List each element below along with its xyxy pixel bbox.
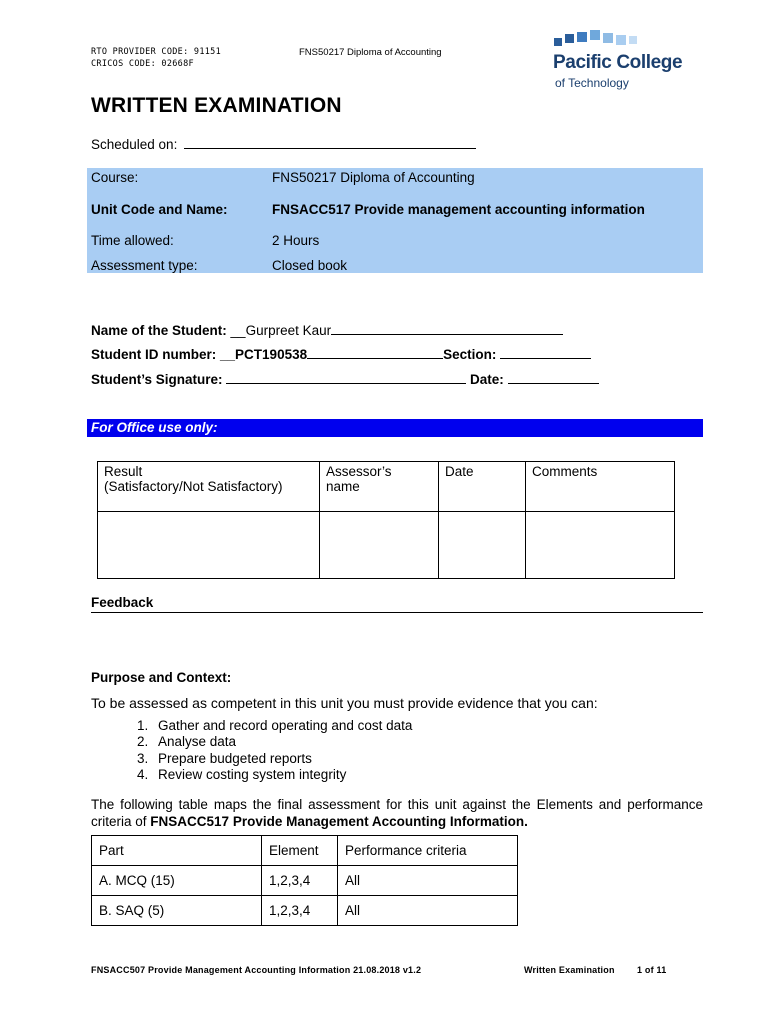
assessment-info-box xyxy=(87,168,703,273)
date-label: Date: xyxy=(470,372,504,387)
student-name-value: Gurpreet Kaur xyxy=(245,323,332,338)
student-name-row xyxy=(91,323,563,338)
student-name-field[interactable]: __Gurpreet Kaur xyxy=(231,323,564,338)
element-header: Element xyxy=(262,836,338,866)
office-use-bar: For Office use only: xyxy=(87,419,703,437)
table-row xyxy=(92,896,518,926)
date-header: Date xyxy=(439,462,526,512)
assessor-header: Assessor’s name xyxy=(320,462,439,512)
part-cell: A. MCQ (15) xyxy=(92,866,262,896)
scheduled-field[interactable] xyxy=(184,137,476,149)
footer-section: Written Examination xyxy=(524,965,615,975)
time-value: 2 Hours xyxy=(272,233,320,248)
page-title: WRITTEN EXAMINATION xyxy=(91,94,342,117)
student-name-label: Name of the Student: xyxy=(91,323,227,338)
footer-page-number: 1 of 11 xyxy=(637,965,667,975)
purpose-heading: Purpose and Context: xyxy=(91,670,232,685)
section-label: Section: xyxy=(443,347,497,362)
list-item: 2. Analyse data xyxy=(137,734,237,750)
list-item: 3. Prepare budgeted reports xyxy=(137,750,312,766)
part-cell: B. SAQ (5) xyxy=(92,896,262,926)
scheduled-row xyxy=(91,137,476,152)
student-id-row xyxy=(91,347,591,362)
unit-value: FNSACC517 Provide management accounting information xyxy=(272,202,645,217)
table-row xyxy=(92,836,518,866)
table-row xyxy=(92,866,518,896)
unit-label: Unit Code and Name: xyxy=(91,202,228,217)
element-cell: 1,2,3,4 xyxy=(262,866,338,896)
criteria-cell: All xyxy=(338,896,518,926)
comments-cell[interactable] xyxy=(526,512,675,579)
type-value: Closed book xyxy=(272,258,348,273)
unit-name-bold: FNSACC517 Provide Management Accounting Information. xyxy=(150,813,528,829)
office-result-table xyxy=(97,461,675,579)
rto-code: RTO PROVIDER CODE: 91151 xyxy=(91,47,222,57)
element-cell: 1,2,3,4 xyxy=(262,896,338,926)
criteria-header: Performance criteria xyxy=(338,836,518,866)
student-id-value: PCT190538 xyxy=(235,347,308,362)
feedback-heading: Feedback xyxy=(91,595,703,613)
cricos-code: CRICOS CODE: 02668F xyxy=(91,59,194,69)
type-label: Assessment type: xyxy=(91,258,198,273)
section-field[interactable] xyxy=(500,347,591,359)
purpose-intro: To be assessed as competent in this unit you must provide evidence that you can: xyxy=(91,695,598,711)
student-id-label: Student ID number: xyxy=(91,347,217,362)
course-reference: FNS50217 Diploma of Accounting xyxy=(299,47,442,58)
list-item: 4. Review costing system integrity xyxy=(137,767,347,783)
mapping-paragraph: The following table maps the final assessment for this unit against the Elements and performance criteria of FNSACC517 Provide Management Accounting Information. xyxy=(91,797,703,829)
date-field[interactable] xyxy=(508,372,599,384)
criteria-cell: All xyxy=(338,866,518,896)
result-header: Result (Satisfactory/Not Satisfactory) xyxy=(98,462,320,512)
comments-header: Comments xyxy=(526,462,675,512)
course-label: Course: xyxy=(91,170,139,185)
date-cell[interactable] xyxy=(439,512,526,579)
list-item: 1. Gather and record operating and cost data xyxy=(137,718,413,733)
student-id-field[interactable]: __PCT190538 xyxy=(220,347,443,362)
signature-field[interactable] xyxy=(226,372,466,384)
footer-document: FNSACC507 Provide Management Accounting Information 21.08.2018 v1.2 xyxy=(91,965,422,975)
signature-label: Student’s Signature: xyxy=(91,372,223,387)
assessment-mapping-table xyxy=(91,835,518,926)
purpose-list xyxy=(137,718,412,784)
course-value: FNS50217 Diploma of Accounting xyxy=(272,170,475,185)
logo-name: Pacific College xyxy=(553,52,683,73)
time-label: Time allowed: xyxy=(91,233,174,248)
signature-row xyxy=(91,372,599,387)
scheduled-label: Scheduled on: xyxy=(91,137,178,152)
logo-subtitle: of Technology xyxy=(555,76,629,90)
logo-squares-icon xyxy=(554,30,674,50)
assessor-cell[interactable] xyxy=(320,512,439,579)
part-header: Part xyxy=(92,836,262,866)
result-cell[interactable] xyxy=(98,512,320,579)
